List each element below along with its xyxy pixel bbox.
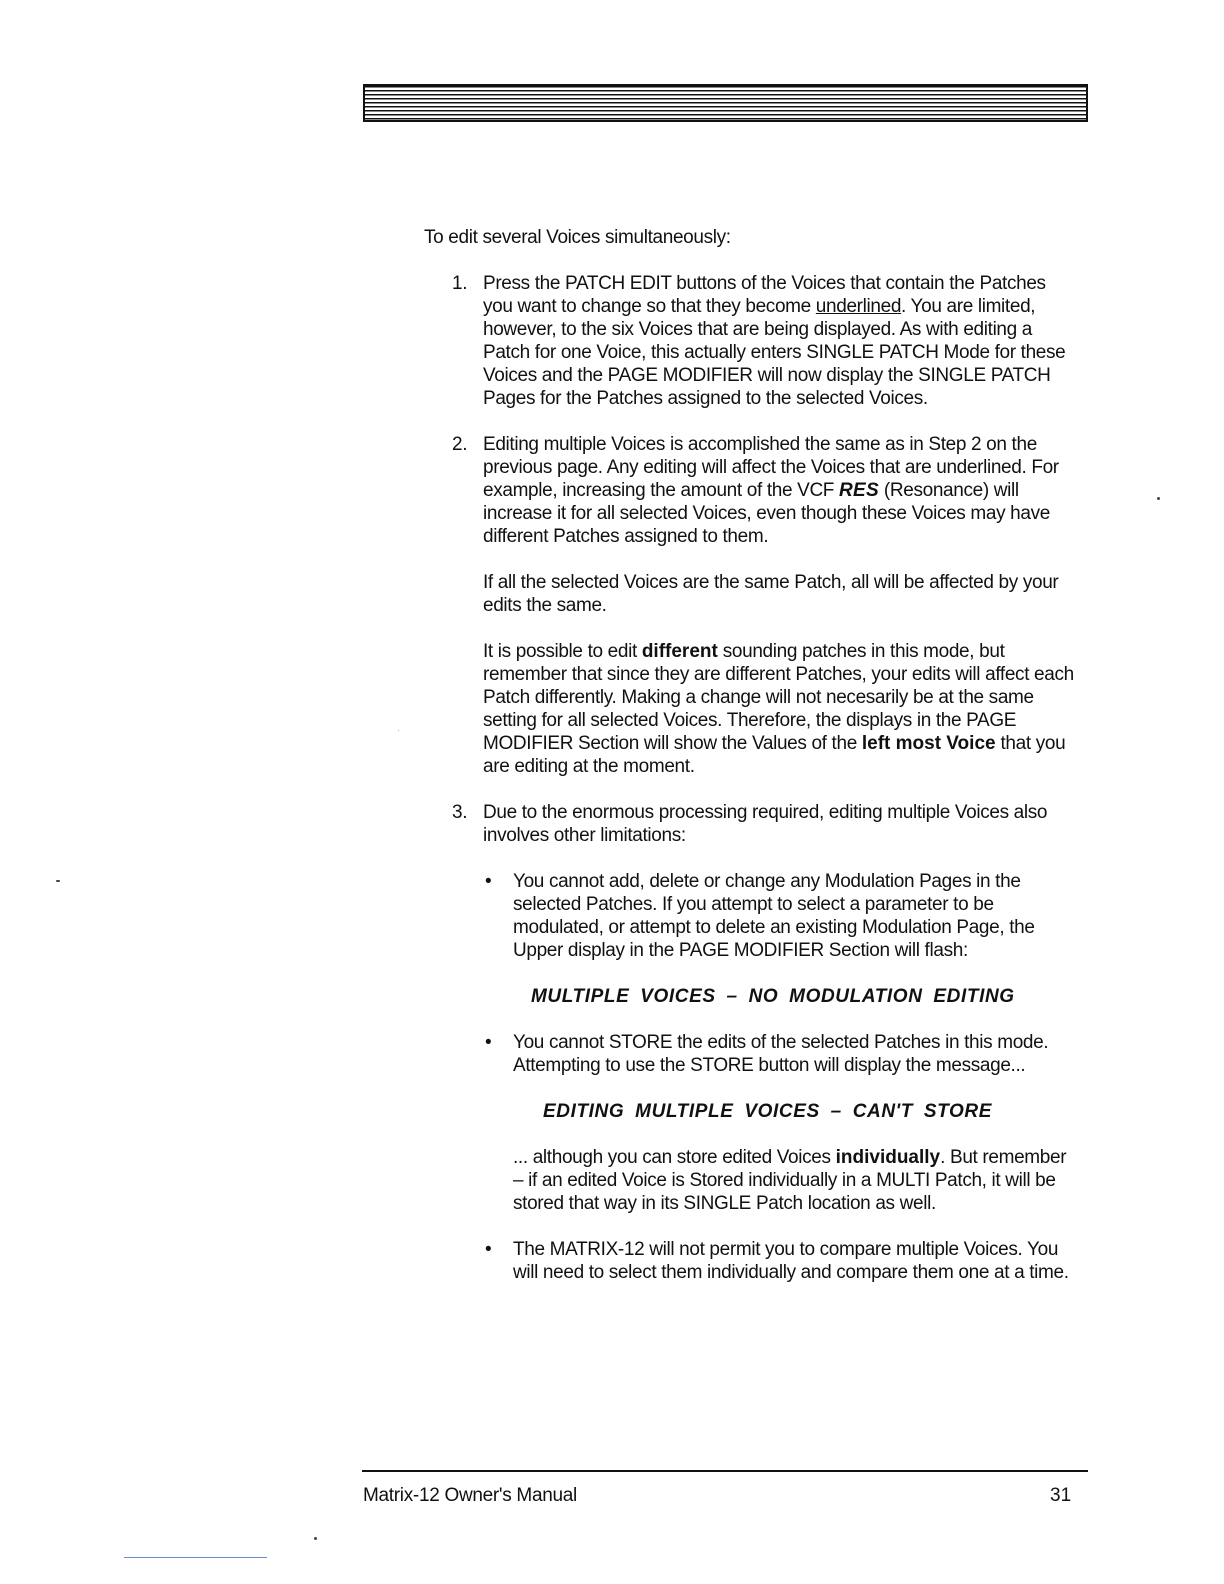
text-run: sounding patches in this mode, but remember that since they are different Patches, your edits will affect each Patch differently. Making a change will not necesarily be at the same setting for all selected Voices. Therefore, the displays in the PAGE MODIFIER Section will show the Values of the: [483, 641, 1074, 754]
step-3: [424, 801, 1074, 1284]
display-message: MULTIPLE VOICES – NO MODULATION EDITING: [531, 986, 1015, 1007]
step-number: 3.: [452, 802, 468, 823]
footer-title: Matrix-12 Owner's Manual: [363, 1485, 577, 1506]
step-number: 2.: [452, 434, 468, 455]
bullet-icon: •: [485, 1032, 492, 1053]
list-item: [483, 870, 1074, 1008]
steps-list: [424, 272, 1074, 1284]
step-2-note: If all the selected Voices are the same Patch, all will be affected by your edits the same.: [483, 572, 1059, 616]
bullet-icon: •: [485, 1239, 492, 1260]
text-run: It is possible to edit: [483, 641, 642, 662]
list-item: [483, 1238, 1074, 1284]
scan-line: [124, 1557, 267, 1558]
footer-rule: [362, 1470, 1088, 1472]
bullet-icon: •: [485, 871, 492, 892]
step-2-different-note: [483, 640, 1074, 778]
step-2: [424, 433, 1074, 778]
limitations-list: [483, 870, 1074, 1284]
intro-text: To edit several Voices simultaneously:: [424, 227, 731, 248]
bullet-text: You cannot STORE the edits of the selected Patches in this mode. Attempting to use the STORE button will display the message...: [513, 1032, 1049, 1076]
text-run: (Resonance) will increase it for all selected Voices, even though these Voices may have different Patches assigned to them.: [483, 480, 1050, 547]
page-content: [424, 226, 1074, 1307]
bold-term: different: [641, 641, 718, 662]
header-rule-bar: [363, 84, 1088, 122]
bold-term: individually: [835, 1147, 941, 1168]
step-2-paragraph: [483, 433, 1074, 548]
step-1-paragraph: [483, 272, 1074, 410]
text-run: Press the PATCH EDIT buttons of the Voices that contain the Patches you want to change so that they become: [483, 273, 1046, 317]
bullet-text: The MATRIX-12 will not permit you to compare multiple Voices. You will need to select them individually and compare them one at a time.: [513, 1239, 1069, 1283]
list-item: [483, 1031, 1074, 1215]
text-run: . You are limited, however, to the six Voices that are being displayed. As with editing a Patch for one Voice, this actually enters SINGLE PATCH Mode for these Voices and the PAGE MODIFIER will now display the SINGLE PATCH Pages for the Patches assigned to the selected Voices.: [483, 296, 1066, 409]
text-run: Editing multiple Voices is accomplished the same as in Step 2 on the previous page. Any editing will affect the Voices that are underlined. For example, increasing the amount of the VCF: [483, 434, 1059, 501]
step-3-paragraph: Due to the enormous processing required, editing multiple Voices also involves other limitations:: [483, 802, 1048, 846]
bullet-followup-text: [513, 1146, 1074, 1215]
scan-speck: [398, 730, 399, 731]
text-run: ... although you can store edited Voices: [513, 1147, 836, 1168]
step-1: [424, 272, 1074, 410]
scan-speck: [56, 880, 60, 882]
bullet-text: You cannot add, delete or change any Modulation Pages in the selected Patches. If you attempt to select a parameter to be modulated, or attempt to delete an existing Modulation Page, the Upper display in the PAGE MODIFIER Section will flash:: [513, 871, 1035, 961]
scan-speck: [1157, 497, 1160, 500]
display-message: EDITING MULTIPLE VOICES – CAN'T STORE: [543, 1101, 992, 1122]
page-number: 31: [1050, 1485, 1072, 1506]
text-run: that you are editing at the moment.: [483, 733, 1066, 777]
scan-speck: [314, 1537, 317, 1540]
res-term: RES: [839, 480, 879, 501]
bold-term: left most Voice: [861, 733, 996, 754]
text-run: . But remember – if an edited Voice is Stored individually in a MULTI Patch, it will be stored that way in its SINGLE Patch location as well.: [513, 1147, 1067, 1214]
underlined-word: underlined: [815, 296, 902, 317]
step-number: 1.: [452, 273, 468, 294]
